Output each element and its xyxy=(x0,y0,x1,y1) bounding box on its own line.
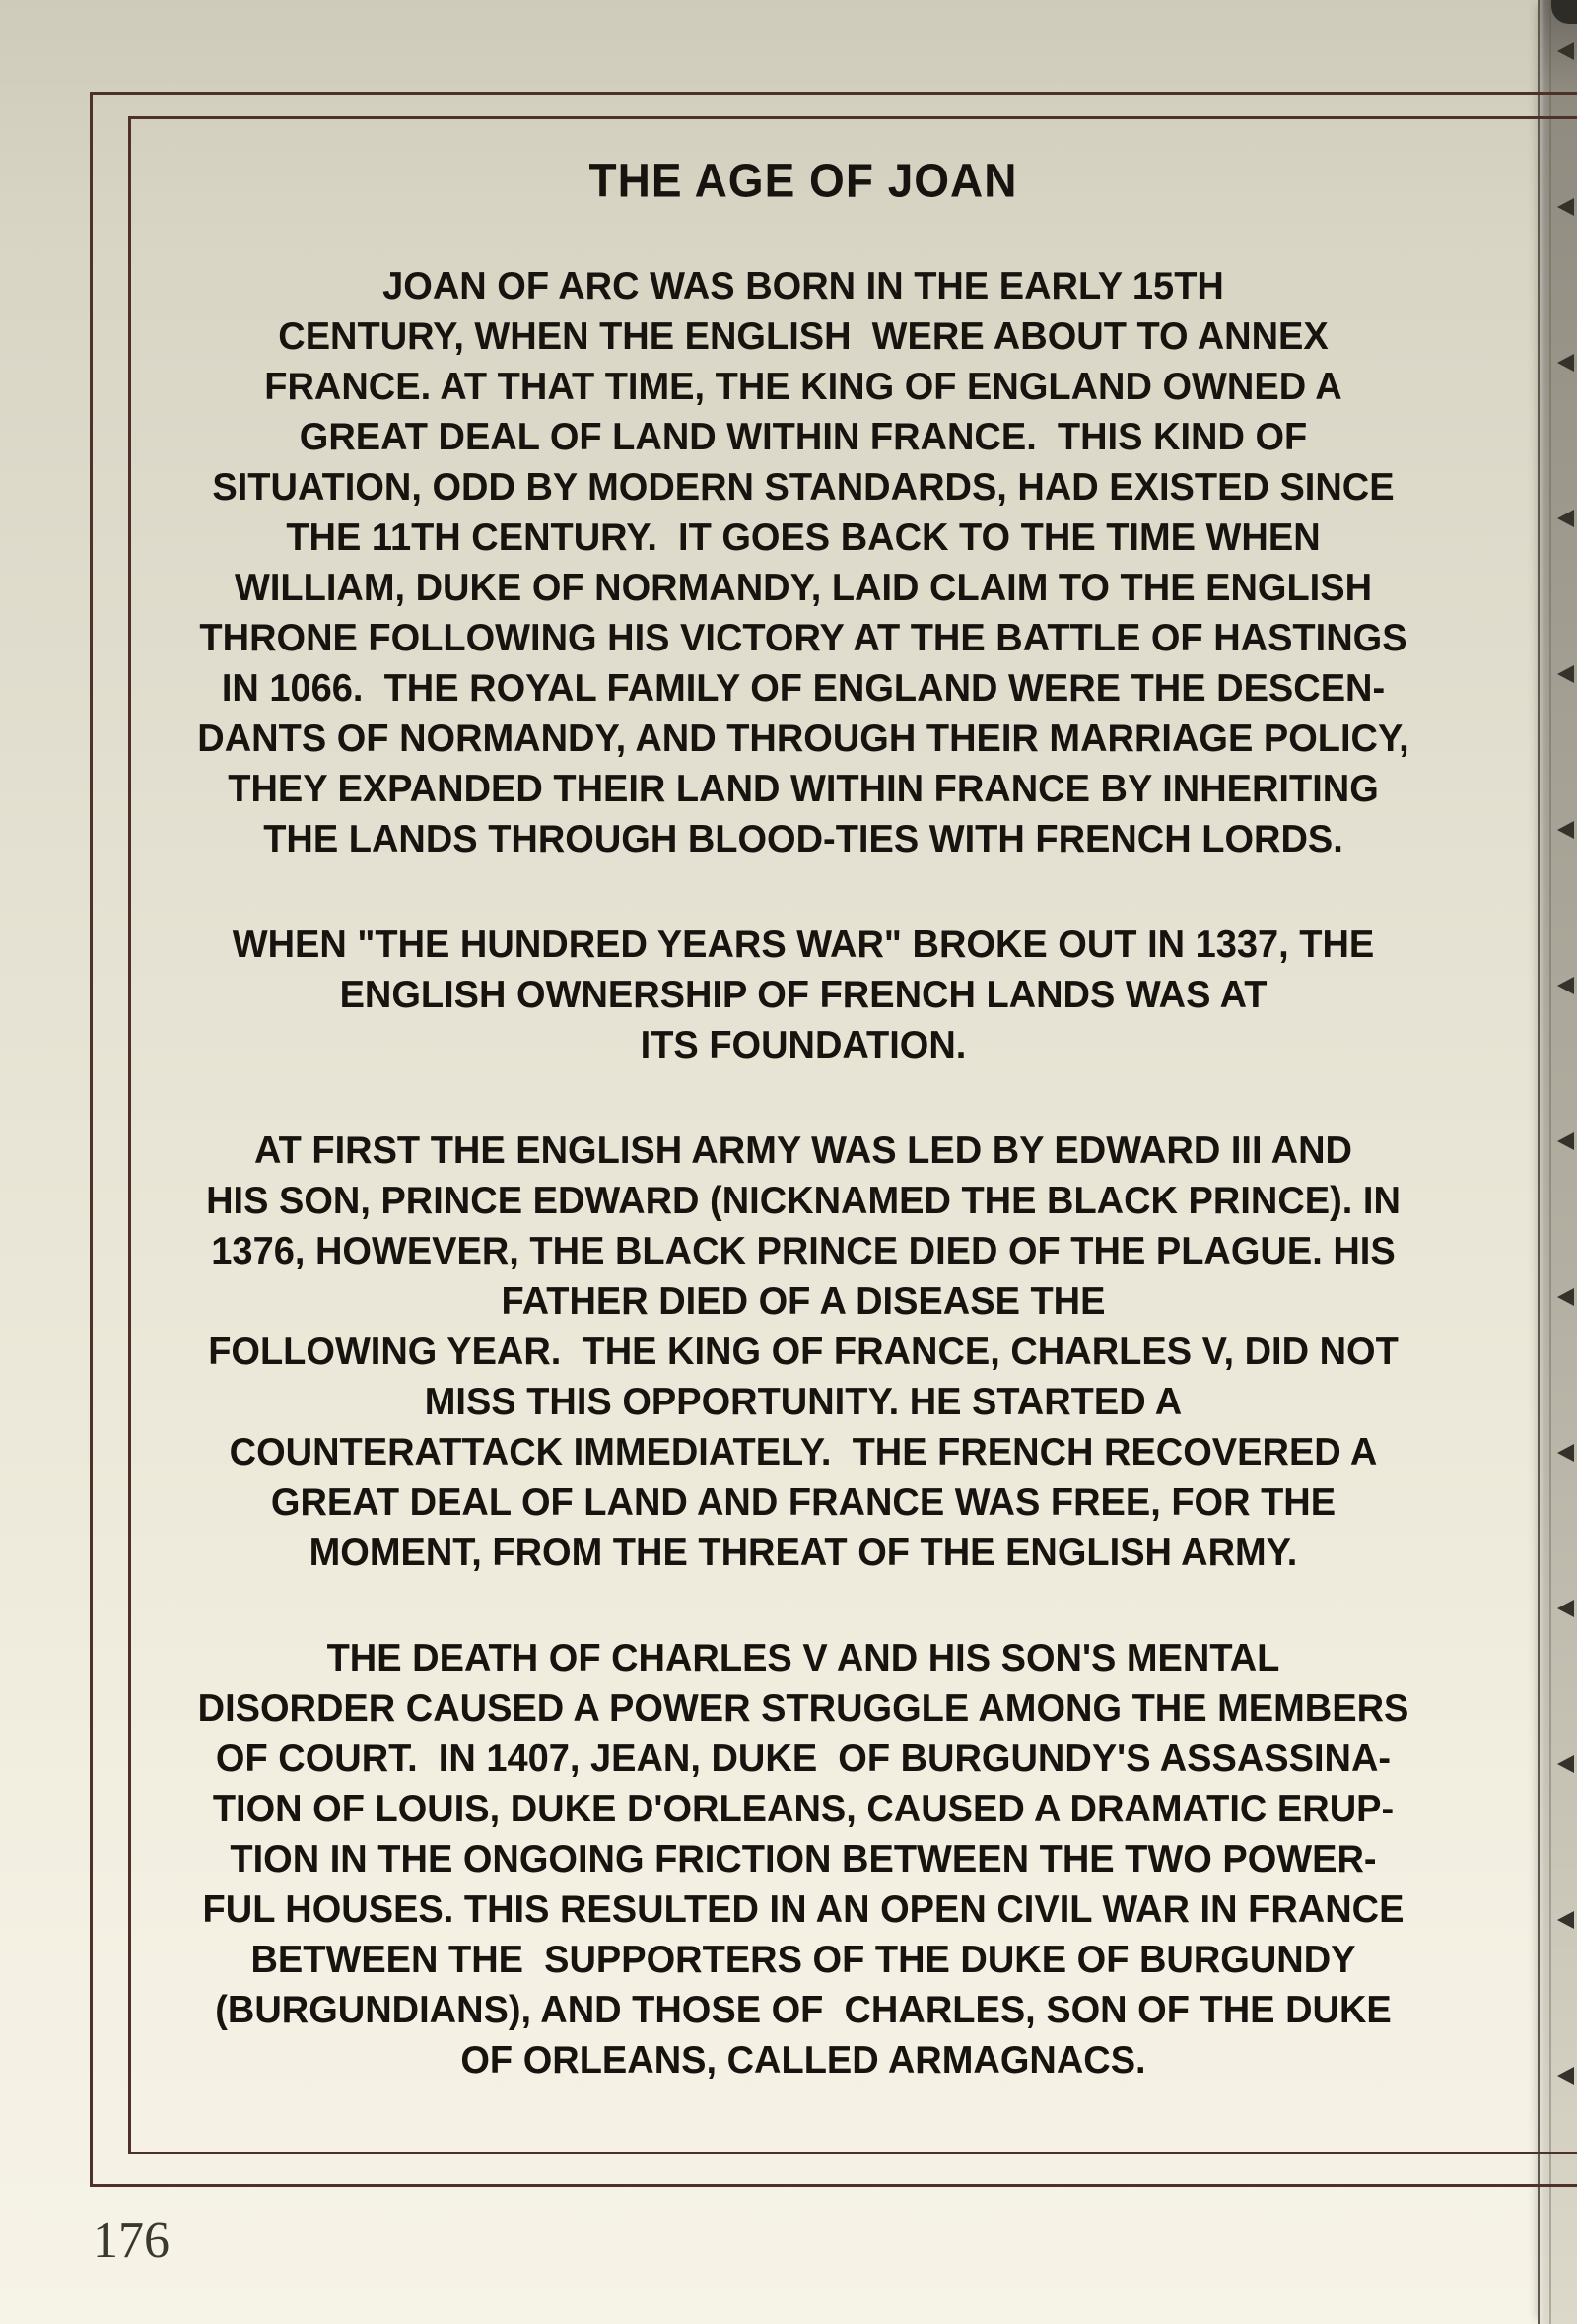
paragraphs xyxy=(128,262,1478,2086)
text-line: AT FIRST THE ENGLISH ARMY WAS LED BY EDWARD III AND xyxy=(253,1129,1352,1173)
page-edge-mark xyxy=(1557,1755,1574,1773)
page-edge-mark xyxy=(1557,821,1574,839)
text-line: HIS SON, PRINCE EDWARD (NICKNAMED THE BLACK PRINCE). IN xyxy=(206,1180,1401,1223)
page-edge-mark xyxy=(1557,1288,1574,1306)
text-line: OF COURT. IN 1407, JEAN, DUKE OF BURGUNDY'S ASSASSINA- xyxy=(215,1738,1392,1781)
text-line: WILLIAM, DUKE OF NORMANDY, LAID CLAIM TO THE ENGLISH xyxy=(234,567,1373,610)
page-edge-mark xyxy=(1557,1600,1574,1617)
text-line: THE LANDS THROUGH BLOOD-TIES WITH FRENCH LORDS. xyxy=(263,818,1343,861)
text-line: THEY EXPANDED THEIR LAND WITHIN FRANCE BY INHERITING xyxy=(228,768,1379,811)
text-line: MOMENT, FROM THE THREAT OF THE ENGLISH ARMY. xyxy=(309,1532,1298,1575)
page-edge-mark xyxy=(1557,2067,1574,2085)
page-edge-mark xyxy=(1557,42,1574,60)
text-line: BETWEEN THE SUPPORTERS OF THE DUKE OF BURGUNDY xyxy=(250,1939,1356,1982)
text-line: DANTS OF NORMANDY, AND THROUGH THEIR MARRIAGE POLICY, xyxy=(197,718,1409,761)
frame-inner-top-rule xyxy=(128,116,1577,119)
page-edge-mark xyxy=(1557,977,1574,994)
text-line: MISS THIS OPPORTUNITY. HE STARTED A xyxy=(424,1381,1183,1424)
text-line: THE DEATH OF CHARLES V AND HIS SON'S MENTAL xyxy=(326,1637,1280,1680)
text-line: OF ORLEANS, CALLED ARMAGNACS. xyxy=(460,2039,1146,2083)
text-line: 1376, HOWEVER, THE BLACK PRINCE DIED OF THE PLAGUE. HIS xyxy=(211,1230,1396,1273)
text-line: GREAT DEAL OF LAND WITHIN FRANCE. THIS KIND OF xyxy=(299,416,1308,459)
frame-inner-left-rule xyxy=(128,116,131,2154)
paragraph xyxy=(128,921,1478,1071)
text-line: JOAN OF ARC WAS BORN IN THE EARLY 15TH xyxy=(382,265,1224,308)
text-line: COUNTERATTACK IMMEDIATELY. THE FRENCH RECOVERED A xyxy=(229,1431,1378,1474)
page-title: THE AGE OF JOAN xyxy=(588,153,1018,208)
frame-outer-bottom-rule xyxy=(90,2184,1577,2187)
text-line: THE 11TH CENTURY. IT GOES BACK TO THE TIME WHEN xyxy=(286,516,1321,560)
paragraph xyxy=(128,1634,1478,2086)
text-block xyxy=(128,153,1478,2086)
text-line: DISORDER CAUSED A POWER STRUGGLE AMONG THE MEMBERS xyxy=(197,1687,1409,1731)
page-edge-mark xyxy=(1557,510,1574,527)
text-line: FUL HOUSES. THIS RESULTED IN AN OPEN CIVIL WAR IN FRANCE xyxy=(202,1888,1405,1932)
page-edge-mark xyxy=(1557,1444,1574,1462)
book-edge-strip xyxy=(1538,0,1577,2324)
page-stack-line xyxy=(1549,0,1551,2324)
text-line: GREAT DEAL OF LAND AND FRANCE WAS FREE, FOR THE xyxy=(270,1481,1337,1525)
book-corner-shadow xyxy=(1551,0,1577,24)
frame-outer-top-rule xyxy=(90,92,1577,95)
text-line: WHEN "THE HUNDRED YEARS WAR" BROKE OUT IN 1337, THE xyxy=(232,923,1375,967)
frame-inner-bottom-rule xyxy=(128,2152,1577,2154)
page-edge-mark xyxy=(1557,1911,1574,1929)
text-line: TION OF LOUIS, DUKE D'ORLEANS, CAUSED A DRAMATIC ERUP- xyxy=(212,1788,1395,1831)
text-line: IN 1066. THE ROYAL FAMILY OF ENGLAND WERE THE DESCEN- xyxy=(221,667,1386,711)
text-line: THRONE FOLLOWING HIS VICTORY AT THE BATTLE OF HASTINGS xyxy=(199,617,1407,660)
paragraph xyxy=(128,1127,1478,1579)
page-number: 176 xyxy=(93,2213,170,2269)
text-line: FOLLOWING YEAR. THE KING OF FRANCE, CHARLES V, DID NOT xyxy=(208,1331,1399,1374)
text-line: ENGLISH OWNERSHIP OF FRENCH LANDS WAS AT xyxy=(339,974,1268,1017)
text-line: (BURGUNDIANS), AND THOSE OF CHARLES, SON OF THE DUKE xyxy=(215,1989,1392,2032)
frame-outer-left-rule xyxy=(90,92,93,2187)
text-line: CENTURY, WHEN THE ENGLISH WERE ABOUT TO ANNEX xyxy=(278,315,1329,359)
text-line: FRANCE. AT THAT TIME, THE KING OF ENGLAND OWNED A xyxy=(264,366,1342,409)
paragraph xyxy=(128,262,1478,865)
text-line: FATHER DIED OF A DISEASE THE xyxy=(501,1280,1106,1324)
text-line: TION IN THE ONGOING FRICTION BETWEEN THE TWO POWER- xyxy=(230,1838,1377,1881)
text-line: SITUATION, ODD BY MODERN STANDARDS, HAD EXISTED SINCE xyxy=(212,466,1395,510)
text-line: ITS FOUNDATION. xyxy=(640,1024,967,1067)
page-edge-mark xyxy=(1557,354,1574,372)
page-edge-mark xyxy=(1557,665,1574,683)
page-edge-mark xyxy=(1557,198,1574,216)
page-edge-mark xyxy=(1557,1132,1574,1150)
